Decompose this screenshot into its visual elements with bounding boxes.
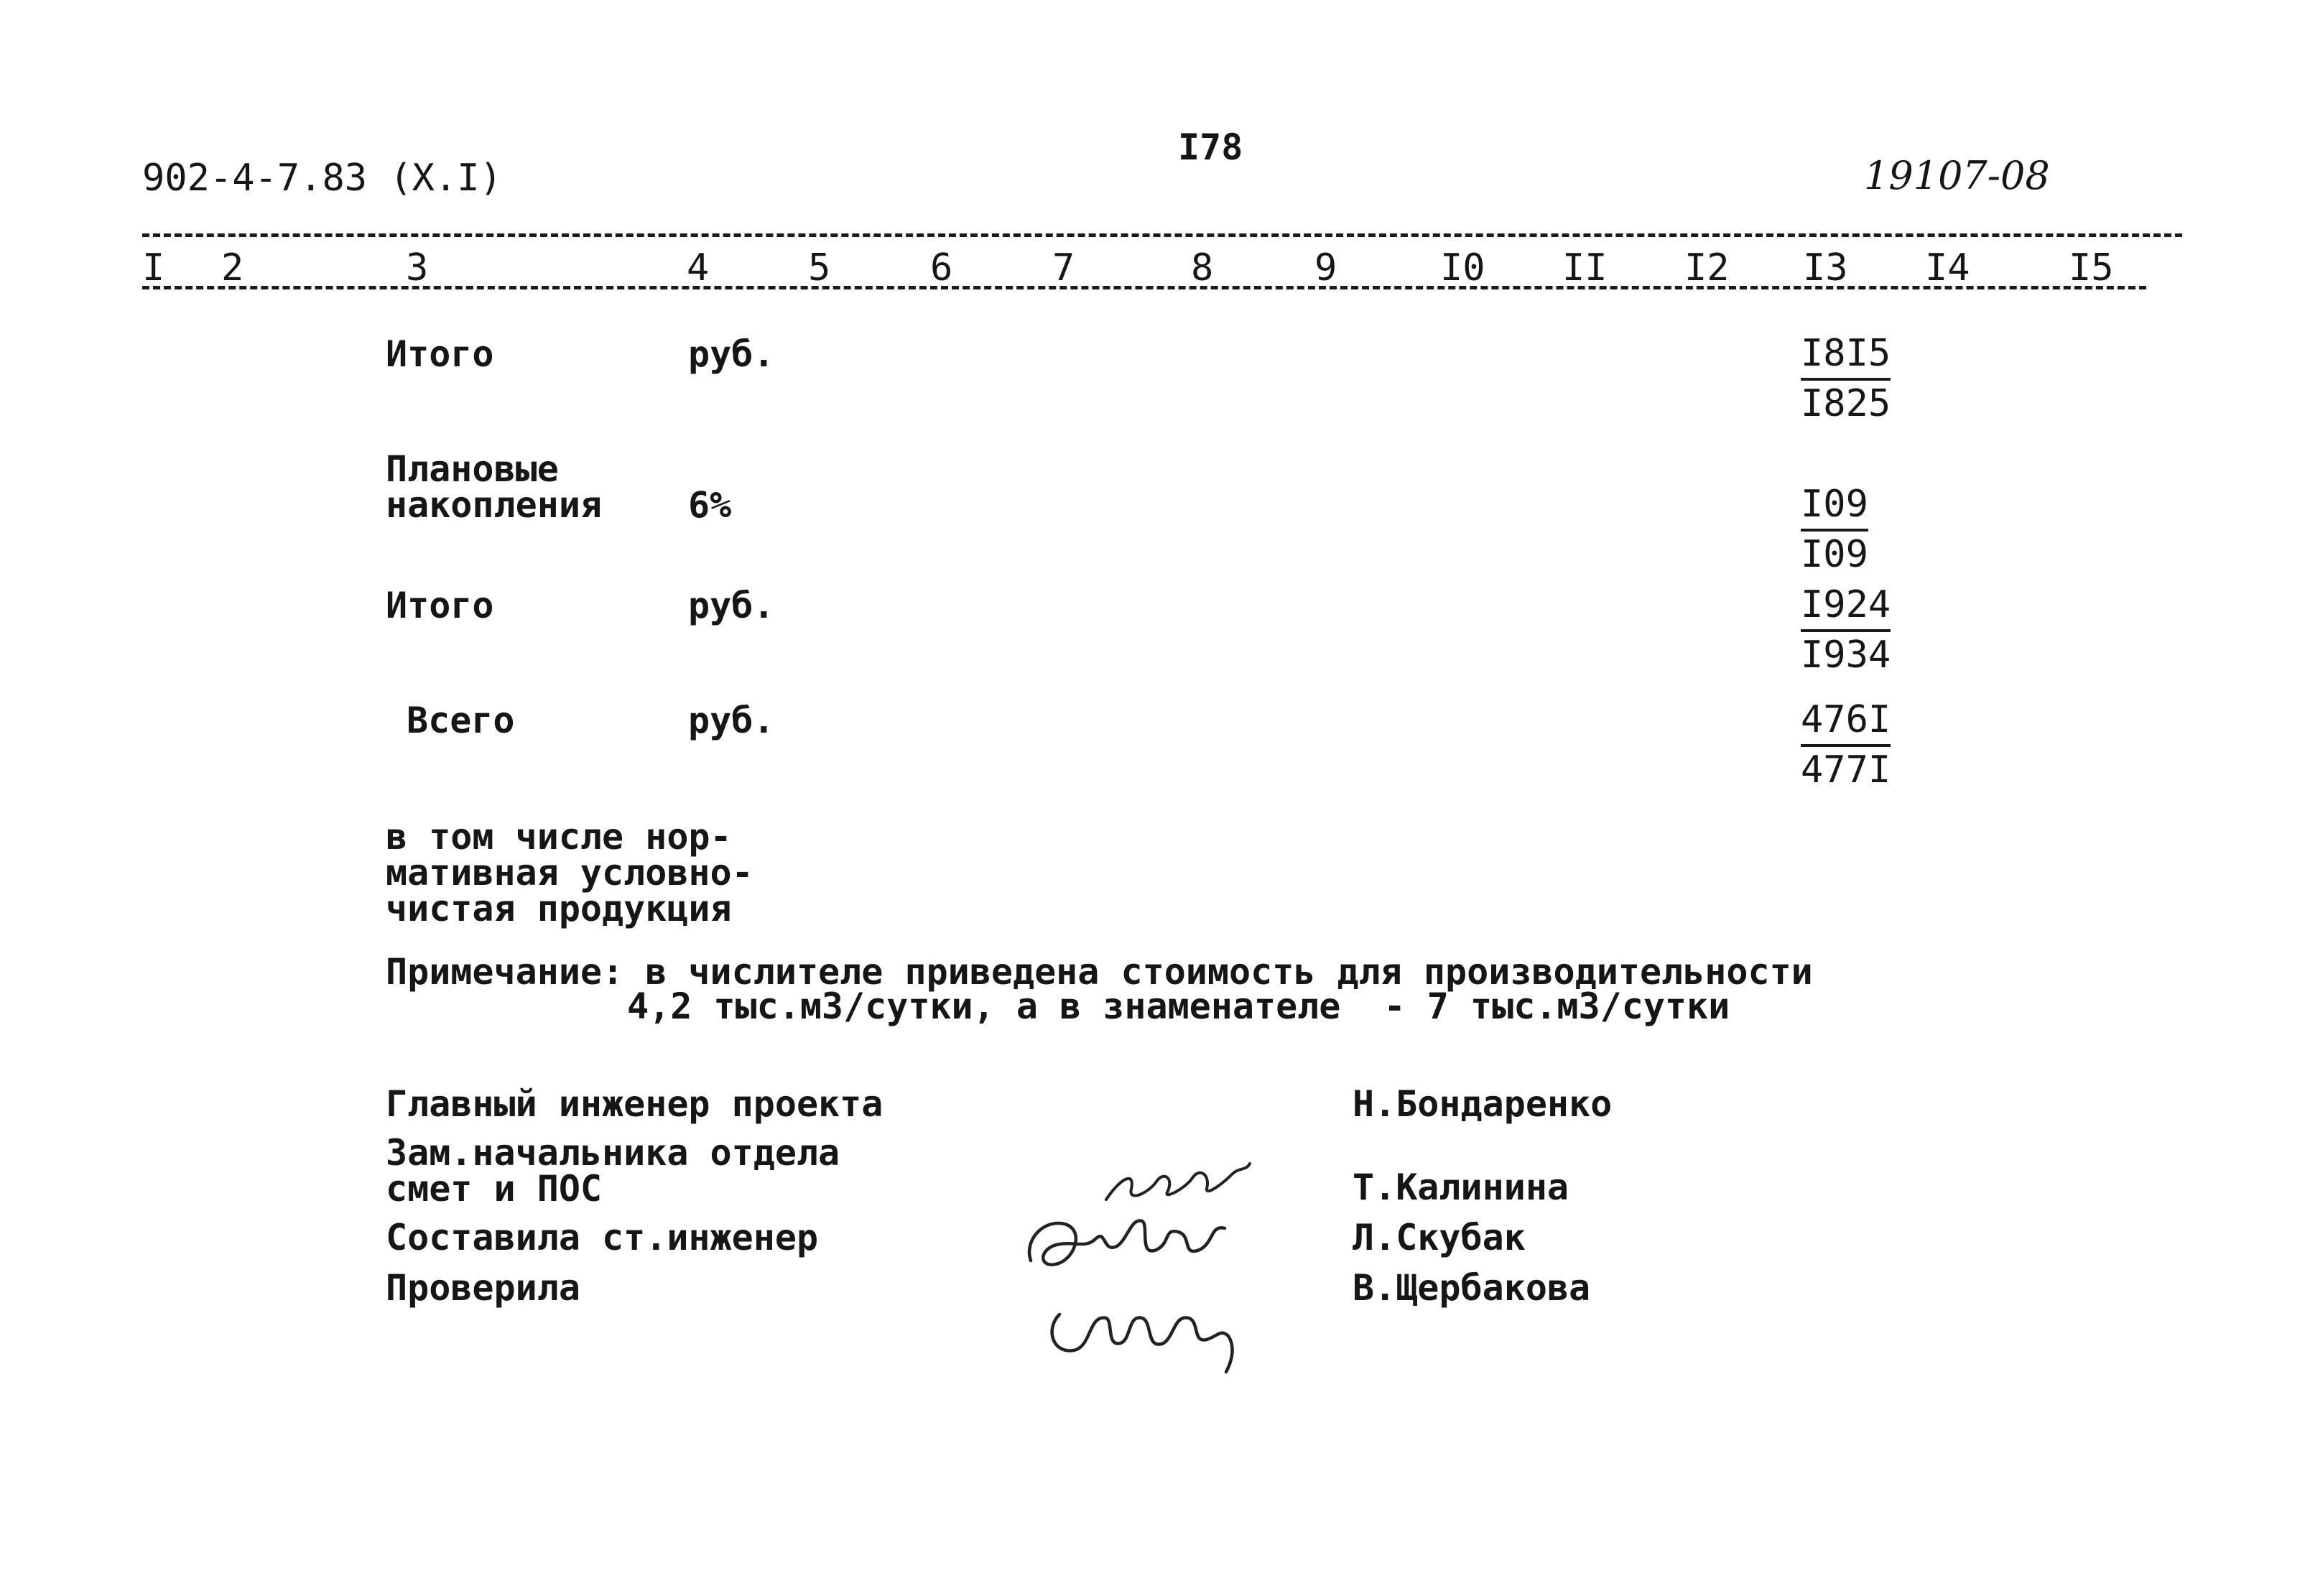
column-number-10: I0 xyxy=(1440,246,1485,289)
column-number-1: I xyxy=(142,246,165,289)
signature-role-checker: Проверила xyxy=(386,1267,580,1309)
including-normative-product: в том числе нор- мативная условно- чистая продукция xyxy=(386,816,753,929)
archive-number: 19107-08 xyxy=(1864,153,2050,198)
row-denominator-planned-savings: I09 xyxy=(1801,533,1868,576)
row-numerator-planned-savings: I09 xyxy=(1801,483,1868,526)
column-number-3: 3 xyxy=(406,246,429,289)
row-unit-grand-total: руб. xyxy=(688,700,775,741)
handwritten-signature-3 xyxy=(1038,1286,1246,1379)
signature-name-checker: В.Щербакова xyxy=(1353,1267,1591,1309)
column-number-7: 7 xyxy=(1052,246,1075,289)
row-denominator-grand-total: 477I xyxy=(1801,748,1891,792)
signature-name-deputy-head: Т.Калинина xyxy=(1353,1166,1569,1208)
row-denominator-total-2: I934 xyxy=(1801,634,1891,677)
column-number-9: 9 xyxy=(1314,246,1337,289)
row-unit-total-2: руб. xyxy=(688,585,775,626)
row-unit-total-1: руб. xyxy=(688,333,775,375)
table-header-top-rule xyxy=(142,233,2182,237)
column-number-11: II xyxy=(1562,246,1608,289)
row-label-planned-savings: Плановые накопления xyxy=(386,448,603,526)
row-label-grand-total: Всего xyxy=(407,700,515,741)
signature-role-compiler: Составила ст.инженер xyxy=(386,1217,819,1258)
column-number-13: I3 xyxy=(1803,246,1848,289)
column-number-6: 6 xyxy=(930,246,953,289)
row-unit-planned-savings: 6% xyxy=(688,484,732,526)
handwritten-signature-2 xyxy=(1016,1196,1239,1282)
row-label-total-1: Итого xyxy=(386,333,494,375)
column-number-4: 4 xyxy=(687,246,710,289)
signature-name-compiler: Л.Скубак xyxy=(1353,1217,1526,1258)
row-numerator-total-1: I8I5 xyxy=(1801,332,1891,375)
column-number-14: I4 xyxy=(1925,246,1970,289)
column-number-5: 5 xyxy=(808,246,831,289)
signature-role-chief-engineer: Главный инженер проекта xyxy=(386,1083,883,1125)
row-numerator-total-2: I924 xyxy=(1801,583,1891,626)
column-number-12: I2 xyxy=(1684,246,1730,289)
page-number: I78 xyxy=(1178,126,1243,168)
column-number-2: 2 xyxy=(221,246,244,289)
document-code: 902-4-7.83 (X.I) xyxy=(142,157,502,200)
column-number-15: I5 xyxy=(2069,246,2114,289)
signature-role-deputy-head: Зам.начальника отдела смет и ПОС xyxy=(386,1132,840,1210)
column-number-8: 8 xyxy=(1191,246,1214,289)
signature-name-chief-engineer: Н.Бондаренко xyxy=(1353,1083,1613,1125)
row-denominator-total-1: I825 xyxy=(1801,382,1891,425)
note-line-1: Примечание: в числителе приведена стоимость для производительности xyxy=(386,951,1813,993)
note-line-2: 4,2 тыс.м3/сутки, а в знаменателе - 7 тыс.м3/сутки xyxy=(627,985,1730,1027)
row-numerator-grand-total: 476I xyxy=(1801,698,1891,741)
row-label-total-2: Итого xyxy=(386,585,494,626)
